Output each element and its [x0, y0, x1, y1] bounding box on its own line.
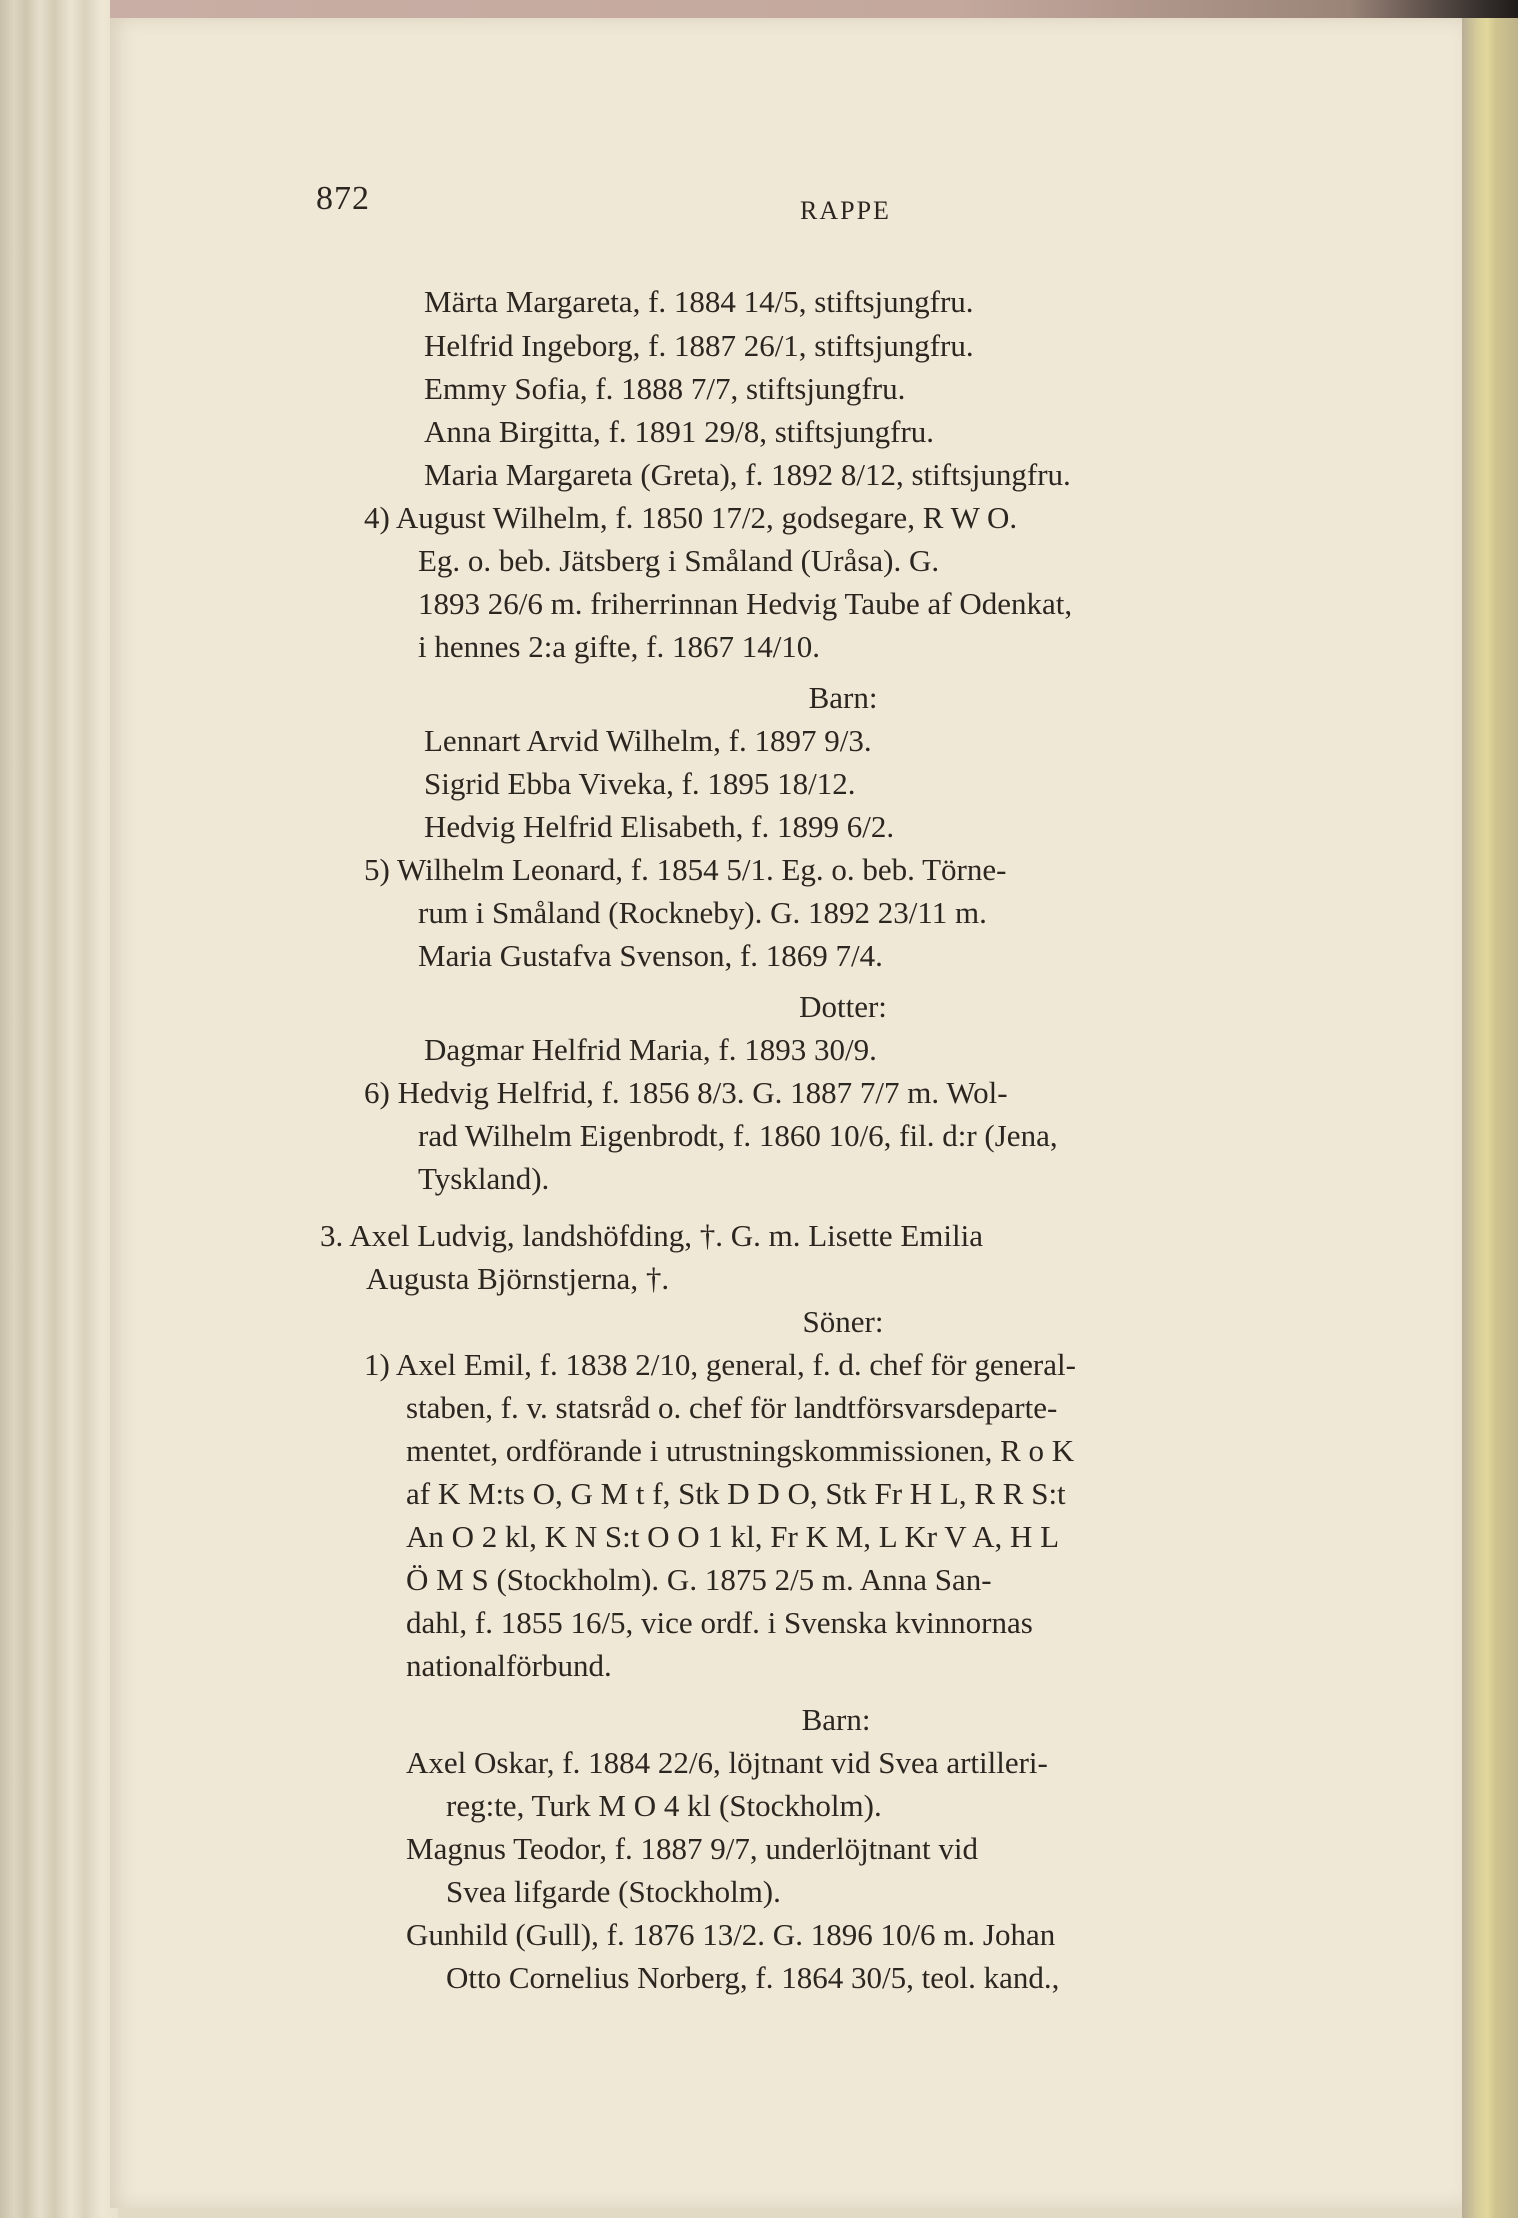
text-line: Söner:: [802, 1304, 884, 1339]
text-line: Otto Cornelius Norberg, f. 1864 30/5, teol. kand.,: [446, 1960, 1060, 1995]
text-line: Helfrid Ingeborg, f. 1887 26/1, stiftsjungfru.: [424, 328, 974, 363]
text-line: Märta Margareta, f. 1884 14/5, stiftsjungfru.: [424, 284, 974, 319]
text-line: 4) August Wilhelm, f. 1850 17/2, godsegare, R W O.: [364, 500, 1018, 535]
text-line: Dagmar Helfrid Maria, f. 1893 30/9.: [424, 1032, 877, 1067]
text-line: Barn:: [808, 680, 878, 715]
text-line: Lennart Arvid Wilhelm, f. 1897 9/3.: [424, 723, 872, 758]
text-line: Maria Margareta (Greta), f. 1892 8/12, stiftsjungfru.: [424, 457, 1071, 492]
text-line: An O 2 kl, K N S:t O O 1 kl, Fr K M, L Kr V A, H L: [406, 1519, 1060, 1554]
text-line: Svea lifgarde (Stockholm).: [446, 1874, 781, 1909]
book-page-edges-right: [1462, 18, 1518, 2218]
text-line: Anna Birgitta, f. 1891 29/8, stiftsjungfru.: [424, 414, 935, 449]
text-line: mentet, ordförande i utrustningskommissionen, R o K: [406, 1433, 1075, 1468]
text-line: rum i Småland (Rockneby). G. 1892 23/11 m.: [418, 895, 987, 930]
text-line: dahl, f. 1855 16/5, vice ordf. i Svenska kvinnornas: [406, 1605, 1033, 1640]
text-line: Tyskland).: [418, 1161, 550, 1196]
text-line: Emmy Sofia, f. 1888 7/7, stiftsjungfru.: [424, 371, 906, 406]
text-line: staben, f. v. statsråd o. chef för landtförsvarsdeparte-: [406, 1390, 1058, 1425]
text-line: Axel Oskar, f. 1884 22/6, löjtnant vid Svea artilleri-: [406, 1745, 1048, 1780]
text-line: 3. Axel Ludvig, landshöfding, †. G. m. Lisette Emilia: [320, 1218, 983, 1253]
text-line: Ö M S (Stockholm). G. 1875 2/5 m. Anna San-: [406, 1562, 992, 1597]
text-line: Barn:: [801, 1702, 871, 1737]
text-line: Eg. o. beb. Jätsberg i Småland (Uråsa). G.: [418, 543, 940, 578]
page-number: 872: [316, 180, 370, 217]
text-line: Hedvig Helfrid Elisabeth, f. 1899 6/2.: [424, 809, 895, 844]
text-line: 6) Hedvig Helfrid, f. 1856 8/3. G. 1887 7/7 m. Wol-: [364, 1075, 1008, 1110]
text-line: 1893 26/6 m. friherrinnan Hedvig Taube af Odenkat,: [418, 586, 1073, 621]
text-line: Dotter:: [799, 989, 887, 1024]
text-line: 1) Axel Emil, f. 1838 2/10, general, f. d. chef för general-: [364, 1347, 1076, 1382]
text-line: Magnus Teodor, f. 1887 9/7, underlöjtnant vid: [406, 1831, 979, 1866]
text-line: reg:te, Turk M O 4 kl (Stockholm).: [446, 1788, 882, 1823]
text-line: Sigrid Ebba Viveka, f. 1895 18/12.: [424, 766, 856, 801]
text-line: af K M:ts O, G M t f, Stk D D O, Stk Fr H L, R R S:t: [406, 1476, 1066, 1511]
text-line: nationalförbund.: [406, 1648, 612, 1683]
text-line: Augusta Björnstjerna, †.: [366, 1261, 670, 1296]
text-line: Maria Gustafva Svenson, f. 1869 7/4.: [418, 938, 883, 973]
running-head: RAPPE: [800, 196, 891, 225]
text-line: Gunhild (Gull), f. 1876 13/2. G. 1896 10/6 m. Johan: [406, 1917, 1056, 1952]
text-line: i hennes 2:a gifte, f. 1867 14/10.: [418, 629, 821, 664]
book-binding-left: [0, 0, 118, 2218]
text-line: 5) Wilhelm Leonard, f. 1854 5/1. Eg. o. beb. Törne-: [364, 852, 1007, 887]
text-line: rad Wilhelm Eigenbrodt, f. 1860 10/6, fil. d:r (Jena,: [418, 1118, 1058, 1153]
